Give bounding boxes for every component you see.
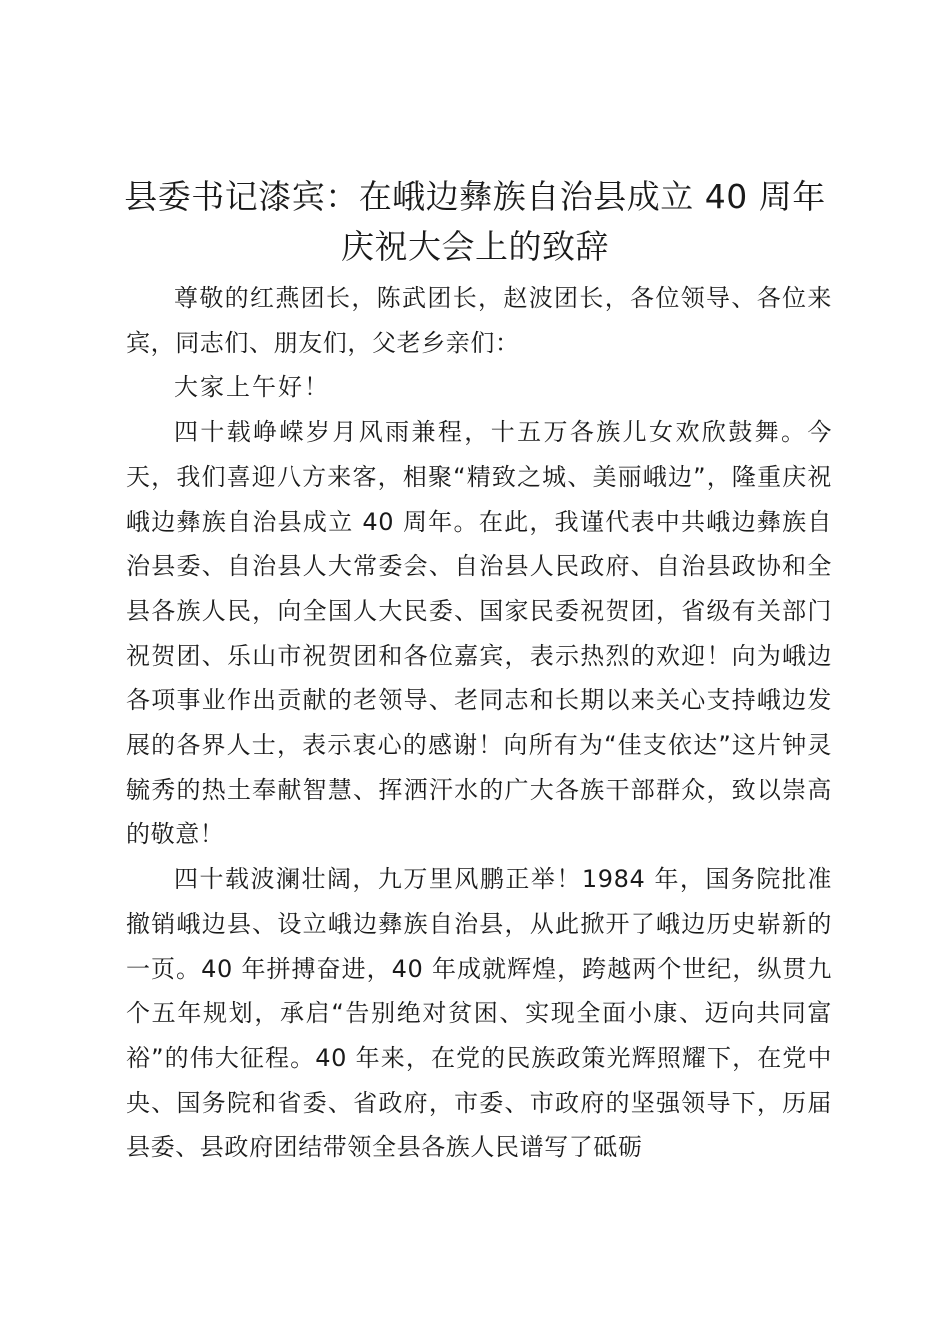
salutation-paragraph: 尊敬的红燕团长，陈武团长，赵波团长，各位领导、各位来宾，同志们、朋友们，父老乡亲们： bbox=[126, 284, 832, 357]
greeting-paragraph: 大家上午好！ bbox=[174, 373, 330, 402]
body-paragraph: 四十载波澜壮阔，九万里风鹏正举！1984 年，国务院批准撤销峨边县、设立峨边彝族自治县，从此掀开了峨边历史崭新的一页。40 年拼搏奋进，40 年成就辉煌，跨越两个世纪，纵贯九个五年规划，承启“告别绝对贫困、实现全面小康、迈向共同富裕”的伟大征程。40 年来，在党的民族政策光辉照耀下，在党中央、国务院和省委、省政府，市委、市政府的坚强领导下，历届县委、县政府团结带领全县各族人民谱写了砥砺 bbox=[126, 865, 832, 1162]
body-paragraph: 四十载峥嵘岁月风雨兼程，十五万各族儿女欢欣鼓舞。今天，我们喜迎八方来客，相聚“精致之城、美丽峨边”，隆重庆祝峨边彝族自治县成立 40 周年。在此，我谨代表中共峨边彝族自治县委、自治县人大常委会、自治县人民政府、自治县政协和全县各族人民，向全国人大民委、国家民委祝贺团，省级有关部门祝贺团、乐山市祝贺团和各位嘉宾，表示热烈的欢迎！向为峨边各项事业作出贡献的老领导、老同志和长期以来关心支持峨边发展的各界人士，表示衷心的感谢！向所有为“佳支依达”这片钟灵毓秀的热土奉献智慧、挥洒汗水的广大各族干部群众，致以崇高的敬意！ bbox=[126, 418, 832, 849]
document-title: 县委书记漆宾：在峨边彝族自治县成立 40 周年庆祝大会上的致辞 bbox=[124, 177, 826, 266]
document-body bbox=[126, 276, 832, 1170]
